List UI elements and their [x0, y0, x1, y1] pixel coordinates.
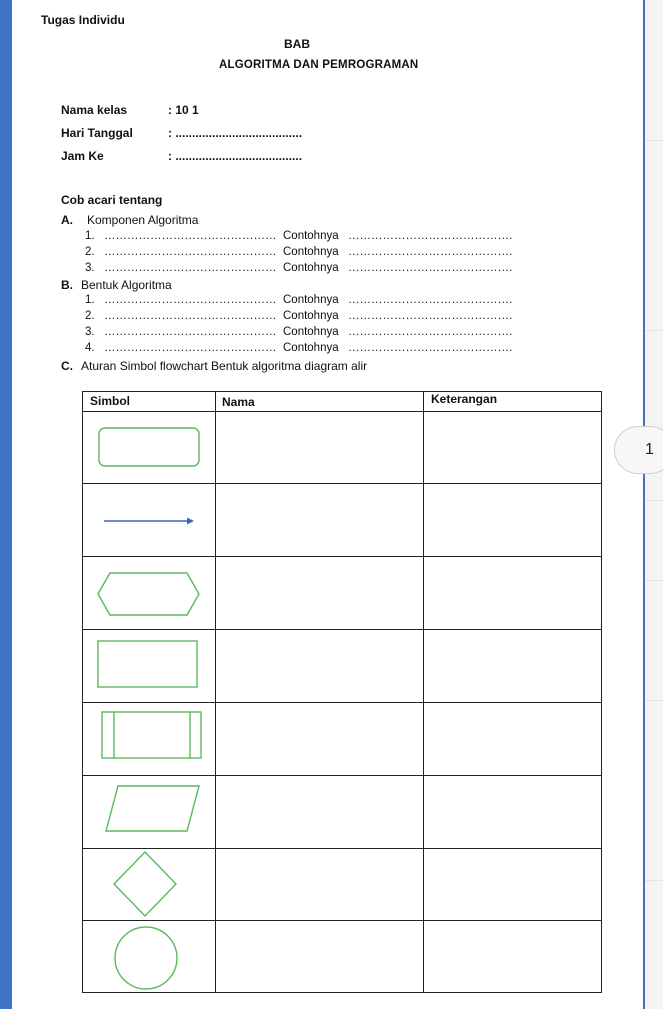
- diamond-icon: [112, 850, 178, 918]
- section-a-letter: A.: [61, 213, 73, 227]
- guide-line: [645, 500, 663, 501]
- guide-line: [645, 330, 663, 331]
- section-b-title: Bentuk Algoritma: [81, 278, 172, 292]
- example-label: Contohnya: [283, 246, 339, 258]
- rectangle-icon: [96, 639, 200, 691]
- document-title: ALGORITMA DAN PEMROGRAMAN: [219, 59, 419, 71]
- list-item-number: 3.: [85, 326, 95, 338]
- example-blank: …………………………………….: [348, 294, 513, 306]
- section-a-title: Komponen Algoritma: [87, 213, 199, 227]
- guide-line: [645, 700, 663, 701]
- left-margin-bar: [0, 0, 12, 1009]
- row-divider: [83, 629, 601, 630]
- row-divider: [83, 483, 601, 484]
- instruction-text: Cob acari tentang: [61, 193, 163, 207]
- list-item-number: 2.: [85, 310, 95, 322]
- rounded-rectangle-icon: [97, 426, 201, 470]
- header-keterangan: Keterangan: [431, 392, 498, 406]
- example-label: Contohnya: [283, 230, 339, 242]
- example-label: Contohnya: [283, 310, 339, 322]
- right-gutter: [645, 0, 663, 1009]
- guide-line: [645, 880, 663, 881]
- row-divider: [83, 920, 601, 921]
- section-b-letter: B.: [61, 278, 73, 292]
- row-divider: [83, 411, 601, 412]
- example-blank: …………………………………….: [348, 342, 513, 354]
- example-blank: …………………………………….: [348, 230, 513, 242]
- class-label: Nama kelas: [61, 103, 128, 117]
- answer-blank: ………………………………………: [104, 326, 277, 338]
- header-simbol: Simbol: [90, 394, 131, 408]
- parallelogram-icon: [104, 783, 202, 835]
- chapter-heading: BAB: [284, 37, 310, 51]
- period-label: Jam Ke: [61, 149, 104, 163]
- answer-blank: ………………………………………: [104, 262, 277, 274]
- column-divider: [215, 392, 216, 992]
- date-label: Hari Tanggal: [61, 126, 133, 140]
- page-number-badge[interactable]: 1: [614, 426, 663, 474]
- section-c-letter: C.: [61, 359, 73, 373]
- date-value: : ......................................: [168, 126, 303, 140]
- answer-blank: ………………………………………: [104, 246, 277, 258]
- section-c-title: Aturan Simbol flowchart Bentuk algoritma diagram alir: [81, 359, 368, 373]
- example-label: Contohnya: [283, 326, 339, 338]
- answer-blank: ………………………………………: [104, 310, 277, 322]
- list-item-number: 3.: [85, 262, 95, 274]
- guide-line: [645, 580, 663, 581]
- row-divider: [83, 702, 601, 703]
- flowchart-symbol-table: [82, 391, 602, 993]
- example-label: Contohnya: [283, 342, 339, 354]
- example-blank: …………………………………….: [348, 326, 513, 338]
- list-item-number: 4.: [85, 342, 95, 354]
- row-divider: [83, 848, 601, 849]
- class-value: : 10 1: [168, 103, 199, 117]
- arrow-line-icon: [101, 514, 195, 528]
- list-item-number: 1.: [85, 294, 95, 306]
- answer-blank: ………………………………………: [104, 294, 277, 306]
- answer-blank: ………………………………………: [104, 230, 277, 242]
- circle-icon: [112, 925, 180, 991]
- example-blank: …………………………………….: [348, 310, 513, 322]
- answer-blank: ………………………………………: [104, 342, 277, 354]
- period-value: : ......................................: [168, 149, 303, 163]
- guide-line: [645, 140, 663, 141]
- predefined-process-icon: [100, 710, 204, 762]
- example-blank: …………………………………….: [348, 246, 513, 258]
- example-label: Contohnya: [283, 294, 339, 306]
- hexagon-icon: [96, 570, 202, 618]
- list-item-number: 2.: [85, 246, 95, 258]
- example-label: Contohnya: [283, 262, 339, 274]
- example-blank: …………………………………….: [348, 262, 513, 274]
- header-nama: Nama: [222, 395, 255, 409]
- column-divider: [423, 392, 424, 992]
- row-divider: [83, 775, 601, 776]
- row-divider: [83, 556, 601, 557]
- assignment-label: Tugas Individu: [41, 13, 125, 27]
- list-item-number: 1.: [85, 230, 95, 242]
